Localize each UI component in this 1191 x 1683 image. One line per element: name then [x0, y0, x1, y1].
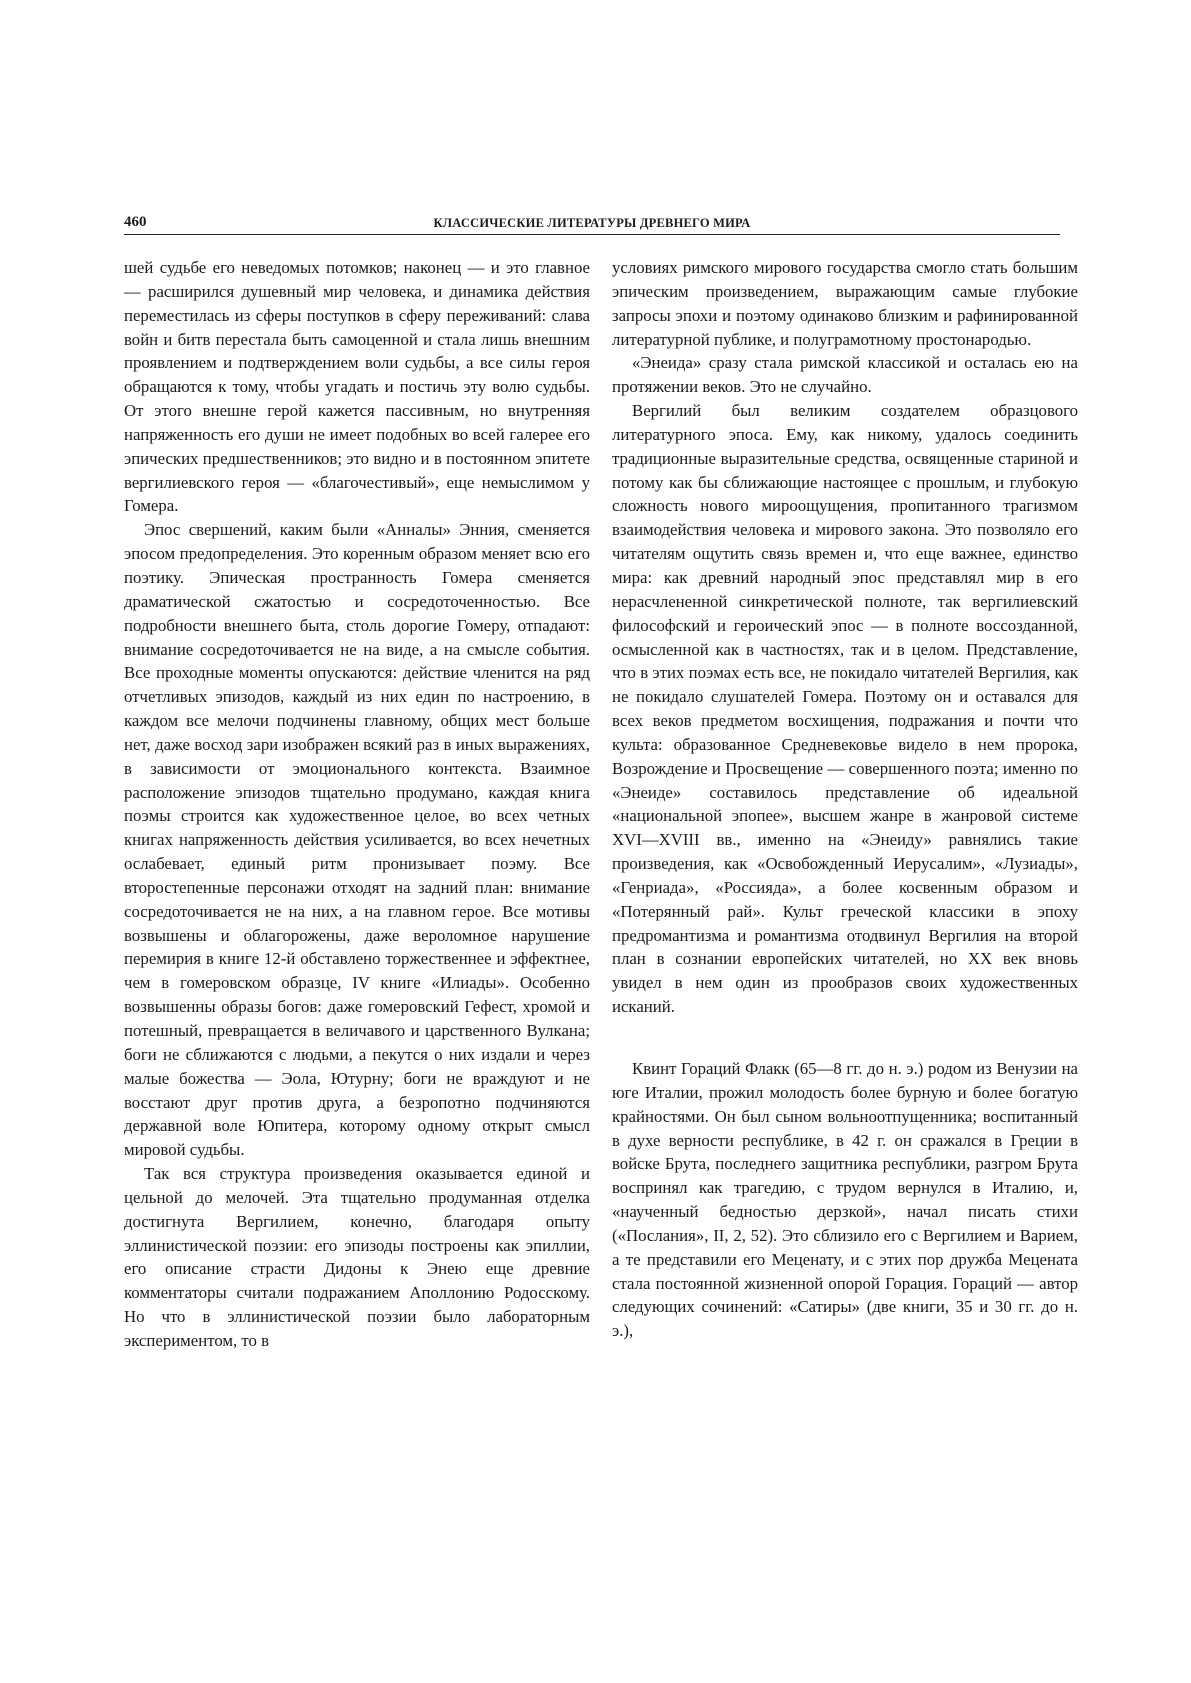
paragraph: Квинт Гораций Флакк (65—8 гг. до н. э.) родом из Венузии на юге Италии, прожил молодость более бурную и более богатую крайностями. Он был сыном вольноотпущенника; воспитанный в духе верности республике, в 42 г. он сражался в Греции в войске Брута, последнего защитника республики, разгром Брута воспринял как трагедию, с трудом вернулся в Италию, и, «наученный бедностью дерзкой», начал писать стихи («Послания», II, 2, 52). Это сблизило его с Вергилием и Варием, а те представили его Меценату, и с этих пор дружба Мецената стала постоянной жизненной опорой Горация. Гораций — автор следующих сочинений: «Сатиры» (две книги, 35 и 30 гг. до н. э.), — [612, 1059, 1078, 1341]
paragraph: «Энеида» сразу стала римской классикой и осталась ею на протяжении веков. Это не случайно. — [612, 353, 1078, 397]
paragraph: условиях римского мирового государства смогло стать большим эпическим произведением, выражающим самые глубокие запросы эпохи и поэтому одинаково близким и рафинированной литературной публике, и полуграмотному простонародью. — [612, 258, 1078, 349]
paragraph: Эпос свершений, каким были «Анналы» Энния, сменяется эпосом предопределения. Это коренным образом меняет всю его поэтику. Эпическая пространность Гомера сменяется драматической сжатостью и сосредоточенностью. Все подробности внешнего быта, столь дорогие Гомеру, отпадают: внимание сосредоточивается не на виде, а на смысле события. Все проходные моменты опускаются: действие членится на ряд отчетливых эпизодов, каждый из них един по настроению, в каждом все мелочи подчинены главному, общих мест больше нет, даже восход зари изображен всякий раз в иных выражениях, в зависимости от эмоционального контекста. Взаимное расположение эпизодов тщательно продумано, каждая книга поэмы строится как художественное целое, во всех четных книгах напряженность действия усиливается, во всех нечетных ослабевает, единый ритм пронизывает поэму. Все второстепенные персонажи отходят на задний план: внимание сосредоточивается не на них, а на главном герое. Все мотивы возвышены и облагорожены, даже вероломное нарушение перемирия в книге 12-й обставлено торжественнее и эффектнее, чем в гомеровском образце, IV книге «Илиады». Особенно возвышенны образы богов: даже гомеровский Гефест, хромой и потешный, превращается в величавого и царственного Вулкана; боги не сближаются с людьми, а пекутся о них издали и через малые божества — Эола, Ютурну; боги не враждуют и не восстают друг против друга, а безропотно подчиняются державной воле Юпитера, которому одному открыт смысл мировой судьбы. — [124, 520, 590, 1160]
paragraph: Так вся структура произведения оказывается единой и цельной до мелочей. Эта тщательно продуманная отделка достигнута Вергилием, конечно, благодаря опыту эллинистической поэзии: его эпизоды построены как эпиллии, его описание страсти Дидоны к Энею еще древние комментаторы считали подражанием Аполлонию Родосскому. Но что в эллинистической поэзии было лабораторным экспериментом, то в — [124, 1164, 590, 1350]
paragraph: Вергилий был великим создателем образцового литературного эпоса. Ему, как никому, удалось соединить традиционные выразительные средства, освященные стариной и потому как бы сближающие настоящее с прошлым, и глубокую сложность нового мироощущения, пропитанного трагизмом взаимодействия человека и мирового закона. Это позволяло его читателям ощутить связь времен и, что еще важнее, единство мира: как древний народный эпос представлял мир в его нерасчлененной синкретической полноте, так вергилиевский философский и героический эпос — в полноте воссозданной, осмысленной как в частностях, так и в целом. Представление, что в этих поэмах есть все, не покидало читателей Вергилия, как не покидало слушателей Гомера. Поэтому он и оставался для всех веков предметом восхищения, подражания и почти что культа: образованное Средневековье видело в нем пророка, Возрождение и Просвещение — совершенного поэта; именно по «Энеиде» составилось представление об идеальной «национальной эпопее», высшем жанре в жанровой системе XVI—XVIII вв., именно на «Энеиду» равнялись такие произведения, как «Освобожденный Иерусалим», «Лузиады», «Генриада», «Россияда», а более косвенным образом и «Потерянный рай». Культ греческой классики в эпоху предромантизма и романтизма отодвинул Вергилия на второй план в сознании европейских читателей, но XX век вновь увидел в нем один из прообразов своих художественных исканий. — [612, 401, 1078, 1017]
running-title: КЛАССИЧЕСКИЕ ЛИТЕРАТУРЫ ДРЕВНЕГО МИРА — [433, 216, 751, 230]
page-number: 460 — [124, 214, 147, 230]
paragraph: шей судьбе его неведомых потомков; наконец — и это главное — расширился душевный мир человека, и динамика действия переместилась из сферы поступков в сферу переживаний: слава войн и битв перестала быть самоценной и стала лишь внешним проявлением и подтверждением воли судьбы, а все силы героя обращаются к тому, чтобы угадать и постичь эту волю судьбы. От этого внешне герой кажется пассивным, но внутренняя напряженность его души не имеет подобных во всей галерее его эпических предшественников; это видно и в постоянном эпитете вергилиевского героя — «благочестивый», еще немыслимом у Гомера. — [124, 258, 590, 516]
right-column — [612, 256, 1078, 1343]
left-column — [124, 256, 590, 1353]
page-header — [124, 212, 1060, 235]
